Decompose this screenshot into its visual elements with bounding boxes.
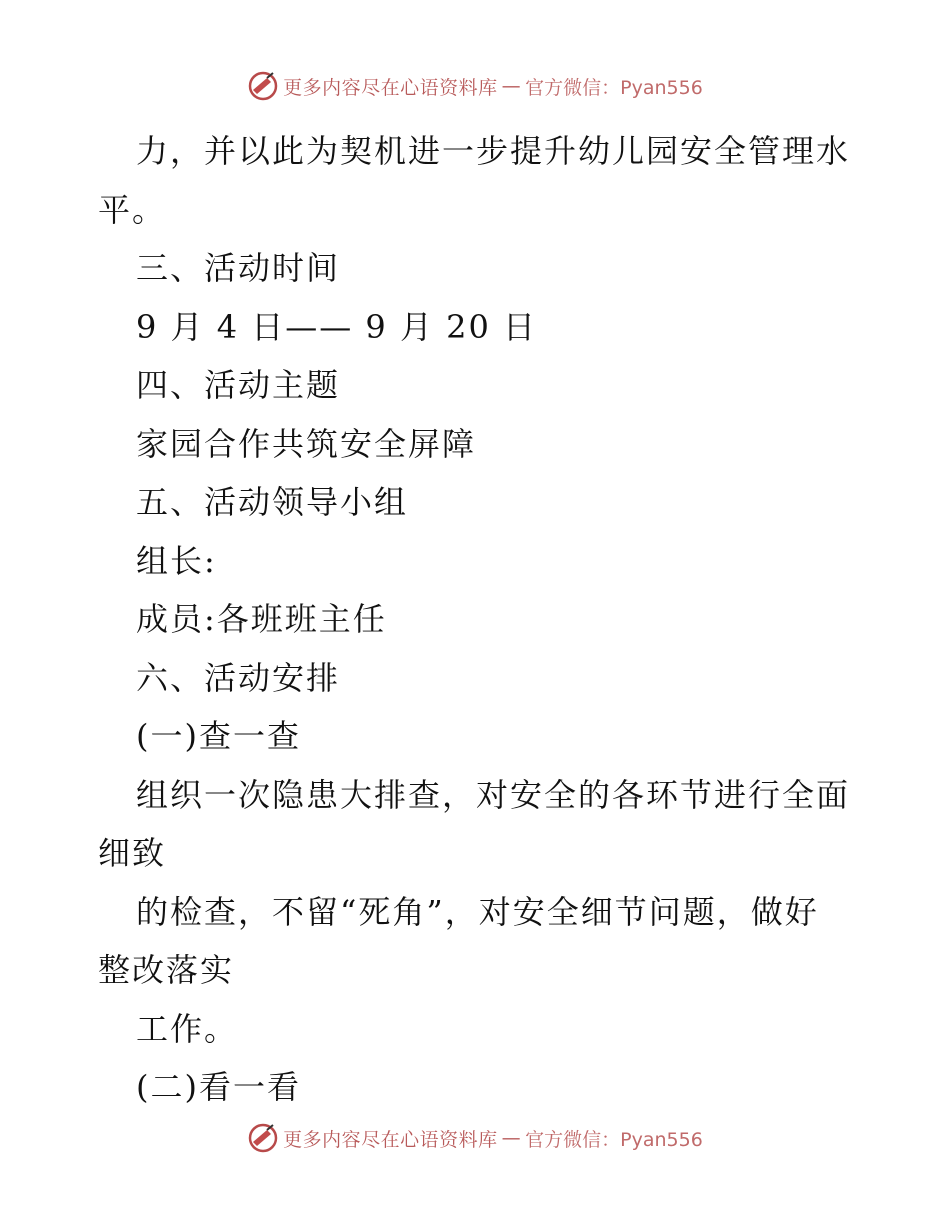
text-line: 的检查，不留“死角”，对安全细节问题，做好 [136,892,819,931]
text-line: 平。 [98,190,167,229]
section-heading: 五、活动领导小组 [136,483,409,521]
section-heading: 四、活动主题 [136,366,341,404]
footer-text: 更多内容尽在心语资料库 [283,1128,498,1151]
page-header [0,70,950,110]
logo-icon [247,70,279,102]
header-separator: — [501,75,522,97]
page-footer [0,1122,950,1162]
text-line: 细致 [98,834,167,872]
section-heading: 三、活动时间 [136,249,341,287]
footer-separator: — [501,1127,522,1149]
text-line: 9 月 4 日—— 9 月 20 日 [136,307,538,346]
header-text: 更多内容尽在心语资料库 [283,76,498,99]
text-line: 组织一次隐患大排查，对安全的各环节进行全面 [136,775,851,814]
header-wechat: 官方微信：Pyan556 [525,76,703,99]
logo-icon [247,1122,279,1154]
text-line: 整改落实 [98,951,235,989]
section-heading: 六、活动安排 [136,658,341,697]
text-line: 家园合作共筑安全屏障 [136,424,477,463]
document-body [98,122,858,1117]
text-line: 成员:各班班主任 [136,600,387,638]
subsection-heading: (一)查一查 [136,717,301,755]
subsection-heading: (二)看一看 [136,1068,301,1106]
footer-wechat: 官方微信：Pyan556 [525,1128,703,1151]
text-line: 组长: [136,541,217,580]
text-line: 力，并以此为契机进一步提升幼儿园安全管理水 [136,132,851,170]
text-line: 工作。 [136,1009,239,1048]
